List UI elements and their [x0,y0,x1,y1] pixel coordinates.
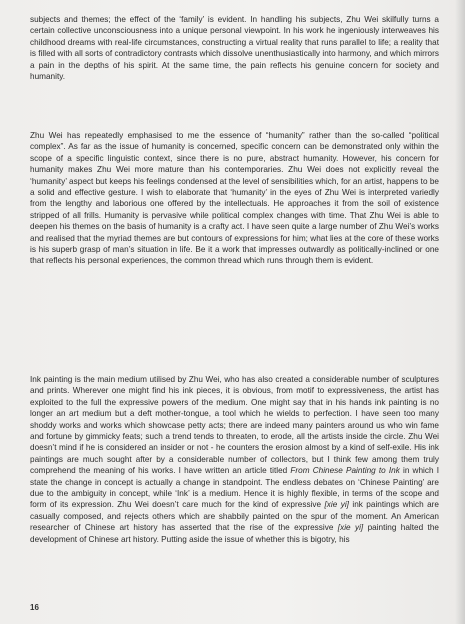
text-run: in which I state the change in concept is actually a change in standpoint. The endless debates on ‘Chinese Painting’ are due to the ambiguity in concept, while ‘Ink’ is a medium. Hence it is highly flexible, in terms of the scope and form of its expression. Zhu Wei doesn’t care much for the kind of expressive [30,466,439,510]
paragraph-2: Zhu Wei has repeatedly emphasised to me the essence of “humanity” rather than the so-called “political complex”. As far as the issue of humanity is concerned, specific concern can be demonstrated only within the scope of a specific linguistic context, since there is no pure, abstract humanity. However, his concern for humanity makes Zhu Wei more mature than his contemporaries. Zhu Wei does not explicitly reveal the ‘humanity’ aspect but keeps his feelings condensed at the level of sensibilities which, for an artist, happens to be a solid and effective gesture. I wish to elaborate that ‘humanity’ in the eyes of Zhu Wei is interpreted variedly from the lengthy and laborious one offered by the intellectuals. He approaches it from the soil of existence stripped of all frills. Humanity is pervasive while political complex changes with time. That Zhu Wei is able to deepen his themes on the basis of humanity is a crafty act. I have seen quite a large number of Zhu Wei’s works and realised that the myriad themes are but contours of expressions for him; what lies at the core of these works is his superb grasp of man’s situation in life. Be it a work that impresses outwardly as politically-inclined or one that reflects his personal experiences, the common thread which runs through them is evident. [30,131,439,266]
italic-text: [xie yi] [324,500,349,510]
text-run: painting halted the development of Chinese art history. Putting aside the issue of whether this is bigotry, his [30,523,439,544]
italic-text: [xie yi] [337,523,364,533]
italic-text: From Chinese Painting to Ink [290,466,400,476]
text-run: Ink painting is the main medium utilised by Zhu Wei, who has also created a considerable number of sculptures and prints. Wherever one might find his ink pieces, it is obvious, from motif to expressiveness, the artist has exploited to the full the expressive powers of the medium. One might say that in his hands ink painting is no longer an art medium but a deft mother-tongue, a tool which he wields to perfection. I have seen too many shoddy works and works which showcase petty acts; there are indeed many painters around us who win fame and fortune by gimmicky feats; such a trend tends to threaten, to erode, all the artists inside the circle. Zhu Wei doesn’t mind if he is considered an insider or not - he counters the erosion almost by a kind of self-exile. His ink paintings are much sought after by a considerable number of collectors, but I think few among them truly comprehend the meaning of his works. I have written an article titled [30,375,439,476]
page-number: 16 [30,603,39,612]
page-edge-shadow [455,0,465,624]
paragraph-3 [30,374,439,545]
text-run: ink paintings which are casually composed, and rejects others which are shabbily painted on the spur of the moment. An American researcher of Chinese art history has asserted that the rise of the expressive [30,500,439,533]
paragraph-1: subjects and themes; the effect of the ‘family’ is evident. In handling his subjects, Zhu Wei skilfully turns a certain collective unconsciousness into a unique personal viewpoint. In his work he ingeniously interweaves his childhood dreams with real-life circumstances, constructing a virtual reality that runs parallel to life; a reality that is filled with all sorts of contradictory contrasts which dissolve unenthusiastically into harmony, and which mirrors a pain in the depths of his spirit. At the same time, the pain reflects his genuine concern for society and humanity. [30,15,439,82]
